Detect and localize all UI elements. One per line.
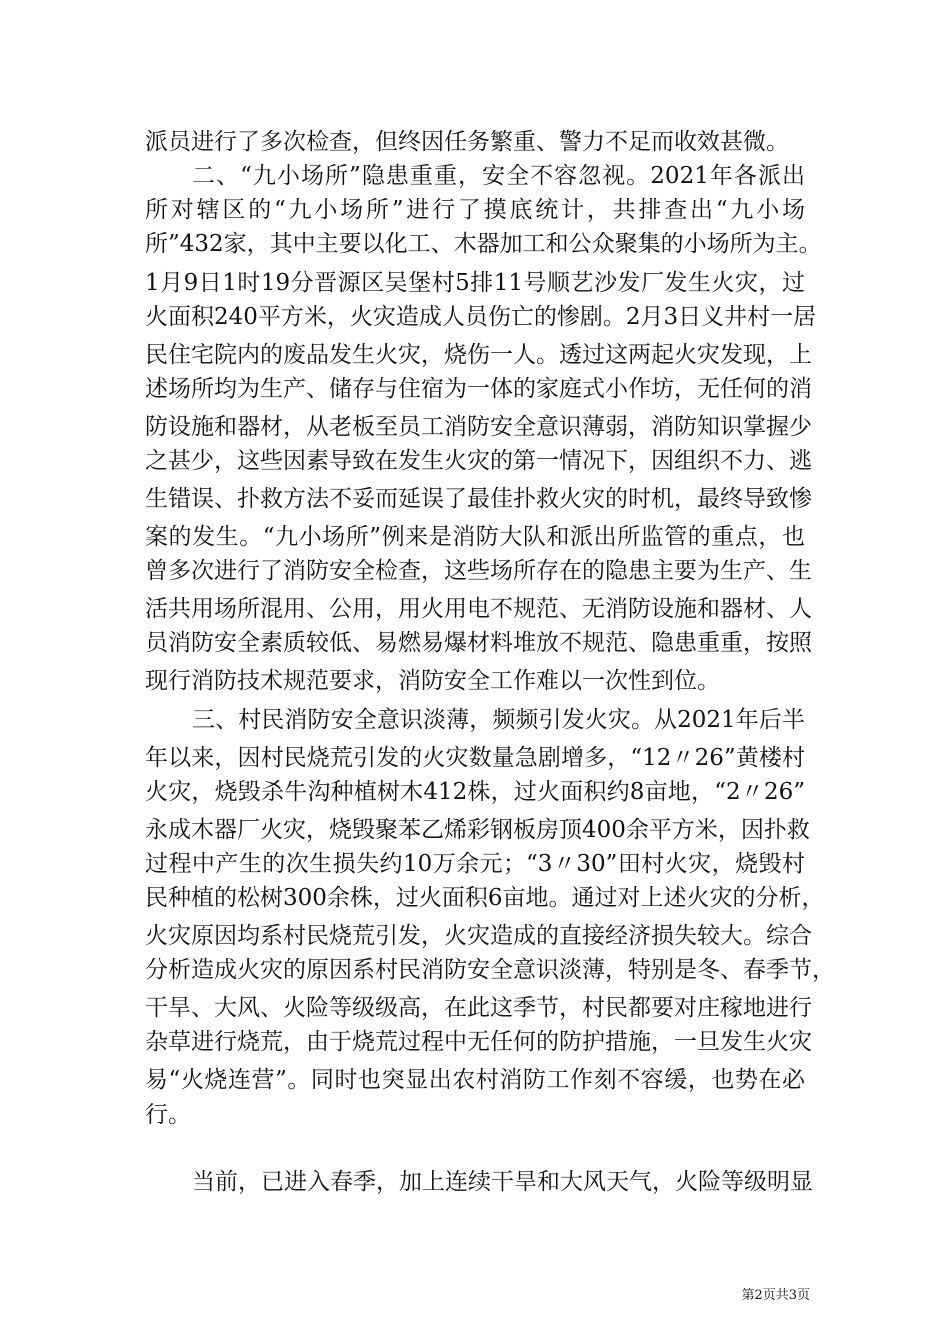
text-line: 现行消防技术规范要求，消防安全工作难以一次性到位。 xyxy=(145,668,720,694)
text-line: 案的发生。“九小场所”例来是消防大队和派出所监管的重点，也 xyxy=(145,524,805,550)
text-line: 火面积240平方米，火灾造成人员伤亡的惨剧。2月3日义井村一居 xyxy=(145,304,817,330)
text-line: 干旱、大风、火险等级级高，在此这季节，村民都要对庄稼地进行 xyxy=(145,995,812,1021)
text-line: 1月9日1时19分晋源区吴堡村5排11号顺艺沙发厂发生火灾，过 xyxy=(145,270,805,296)
text-line: 火灾，烧毁杀牛沟种植树木412株，过火面积约8亩地，“2〃26” xyxy=(145,779,805,805)
text-line: 过程中产生的次生损失约10万余元；“3〃30”田村火灾，烧毁村 xyxy=(145,851,805,877)
text-line: 活共用场所混用、公用，用火用电不规范、无消防设施和器材、人 xyxy=(145,596,812,622)
text-line: 防设施和器材，从老板至员工消防安全意识薄弱，消防知识掌握少 xyxy=(145,414,812,440)
section-heading-line: 二、“九小场所”隐患重重，安全不容忽视。2021年各派出 xyxy=(192,163,805,189)
page-number-footer: 第2页共3页 xyxy=(741,1288,810,1303)
section-heading-line: 三、村民消防安全意识淡薄，频频引发火灾。从2021年后半 xyxy=(192,707,805,733)
text-line: 所”432家，其中主要以化工、木器加工和公众聚集的小场所为主。 xyxy=(145,231,822,257)
text-line: 杂草进行烧荒，由于烧荒过程中无任何的防护措施，一旦发生火灾 xyxy=(145,1029,812,1055)
paragraph-start-line: 当前，已进入春季，加上连续干旱和大风天气，火险等级明显 xyxy=(192,1169,813,1195)
text-line: 民住宅院内的废品发生火灾，烧伤一人。透过这两起火灾发现，上 xyxy=(145,342,812,368)
text-line: 民种植的松树300余株，过火面积6亩地。通过对上述火灾的分析， xyxy=(145,885,825,911)
text-line: 易“火烧连营”。同时也突显出农村消防工作刻不容缓，也势在必 xyxy=(145,1067,805,1093)
text-line: 年以来，因村民烧荒引发的火灾数量急剧增多，“12〃26”黄楼村 xyxy=(145,745,805,771)
text-line: 所对辖区的“九小场所”进行了摸底统计，共排查出“九小场 xyxy=(145,197,805,223)
text-line: 之甚少，这些因素导致在发生火灾的第一情况下，因组织不力、逃 xyxy=(145,448,812,474)
text-line: 永成木器厂火灾，烧毁聚苯乙烯彩钢板房顶400余平方米，因扑救 xyxy=(145,817,810,843)
text-line: 生错误、扑救方法不妥而延误了最佳扑救火灾的时机，最终导致惨 xyxy=(145,486,812,512)
text-line: 火灾原因均系村民烧荒引发，火灾造成的直接经济损失较大。综合 xyxy=(145,923,812,949)
text-line: 分析造成火灾的原因系村民消防安全意识淡薄，特别是冬、春季节， xyxy=(145,957,835,983)
text-line: 述场所均为生产、储存与住宿为一体的家庭式小作坊，无任何的消 xyxy=(145,376,812,402)
text-line: 曾多次进行了消防安全检查，这些场所存在的隐患主要为生产、生 xyxy=(145,558,812,584)
text-line: 行。 xyxy=(145,1102,191,1128)
text-line: 派员进行了多次检查，但终因任务繁重、警力不足而收效甚微。 xyxy=(145,129,789,155)
text-line: 员消防安全素质较低、易燃易爆材料堆放不规范、隐患重重，按照 xyxy=(145,630,812,656)
